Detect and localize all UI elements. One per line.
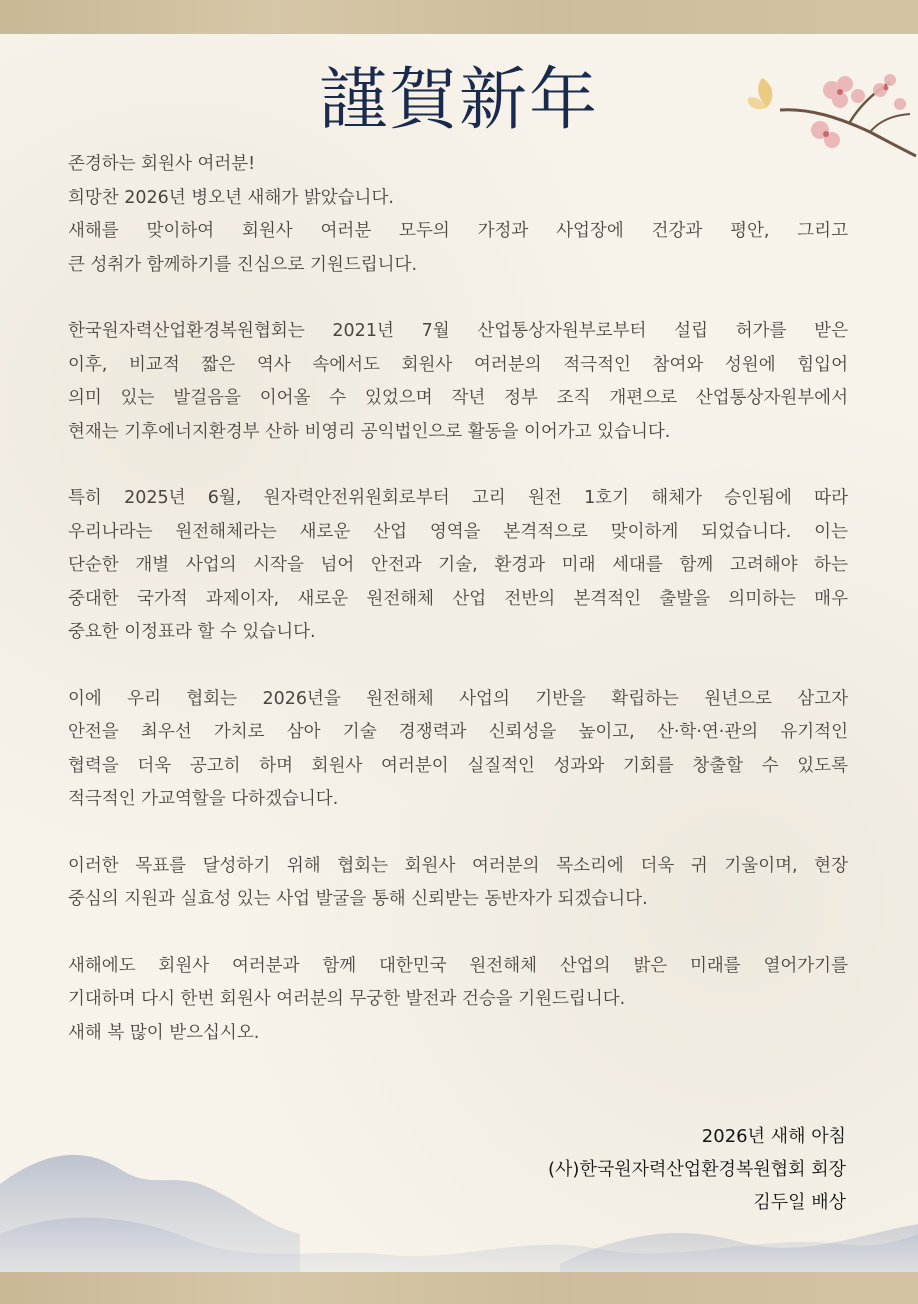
text-line: 존경하는 회원사 여러분! bbox=[68, 154, 256, 174]
text-line: 단순한 개별 사업의 시작을 넘어 안전과 기술, 환경과 미래 세대를 함께 고려해야 하는 bbox=[68, 555, 848, 575]
paragraph-greeting bbox=[68, 148, 848, 282]
paragraph-closing bbox=[68, 950, 848, 1051]
text-line: 한국원자력산업환경복원협회는 2021년 7월 산업통상자원부로부터 설립 허가를 받은 bbox=[68, 321, 848, 341]
text-line: 이러한 목표를 달성하기 위해 협회는 회원사 여러분의 목소리에 더욱 귀 기울이며, 현장 bbox=[68, 855, 848, 876]
text-line: 의미 있는 발걸음을 이어올 수 있었으며 작년 정부 조직 개편으로 산업통상자원부에서 bbox=[68, 388, 848, 408]
text-line: 큰 성취가 함께하기를 진심으로 기원드립니다. bbox=[68, 254, 418, 275]
signature-date: 2026년 새해 아침 bbox=[701, 1126, 846, 1147]
text-line: 새해 복 많이 받으십시오. bbox=[68, 1022, 260, 1043]
signature-block bbox=[548, 1120, 846, 1219]
paragraph-goal bbox=[68, 850, 848, 917]
text-line: 이에 우리 협회는 2026년을 원전해체 사업의 기반을 확립하는 원년으로 삼고자 bbox=[68, 688, 848, 709]
text-line: 새해를 맞이하여 회원사 여러분 모두의 가정과 사업장에 건강과 평안, 그리고 bbox=[68, 221, 848, 241]
text-line: 특히 2025년 6월, 원자력안전위원회로부터 고리 원전 1호기 해체가 승인됨에 따라 bbox=[68, 488, 848, 508]
text-line: 중대한 국가적 과제이자, 새로운 원전해체 산업 전반의 본격적인 출발을 의미하는 매우 bbox=[68, 588, 848, 609]
text-line: 새해에도 회원사 여러분과 함께 대한민국 원전해체 산업의 밝은 미래를 열어가기를 bbox=[68, 955, 848, 976]
text-line: 적극적인 가교역할을 다하겠습니다. bbox=[68, 789, 339, 809]
text-line: 이후, 비교적 짧은 역사 속에서도 회원사 여러분의 적극적인 참여와 성원에 힘입어 bbox=[68, 354, 848, 375]
letter-body bbox=[68, 148, 848, 1050]
text-line: 현재는 기후에너지환경부 산하 비영리 공익법인으로 활동을 이어가고 있습니다. bbox=[68, 421, 671, 442]
page-title: 謹賀新年 bbox=[318, 61, 599, 140]
paragraph-decommissioning bbox=[68, 482, 848, 650]
text-line: 희망찬 2026년 병오년 새해가 밝았습니다. bbox=[68, 187, 394, 208]
paragraph-plan bbox=[68, 683, 848, 817]
top-border-band bbox=[0, 0, 918, 34]
bottom-border-band bbox=[0, 1272, 918, 1304]
text-line: 중심의 지원과 실효성 있는 사업 발굴을 통해 신뢰받는 동반자가 되겠습니다. bbox=[68, 889, 648, 909]
text-line: 중요한 이정표라 할 수 있습니다. bbox=[68, 622, 316, 642]
signature-organization: (사)한국원자력산업환경복원협회 회장 bbox=[548, 1159, 846, 1180]
text-line: 협력을 더욱 공고히 하며 회원사 여러분이 실질적인 성과와 기회를 창출할 수 있도록 bbox=[68, 755, 848, 776]
text-line: 우리나라는 원전해체라는 새로운 산업 영역을 본격적으로 맞이하게 되었습니다. 이는 bbox=[68, 521, 848, 542]
text-line: 기대하며 다시 한번 회원사 여러분의 무궁한 발전과 건승을 기원드립니다. bbox=[68, 989, 626, 1009]
paragraph-history bbox=[68, 315, 848, 449]
signature-name: 김두일 배상 bbox=[753, 1192, 846, 1213]
text-line: 안전을 최우선 가치로 삼아 기술 경쟁력과 신뢰성을 높이고, 산·학·연·관의 유기적인 bbox=[68, 722, 848, 742]
